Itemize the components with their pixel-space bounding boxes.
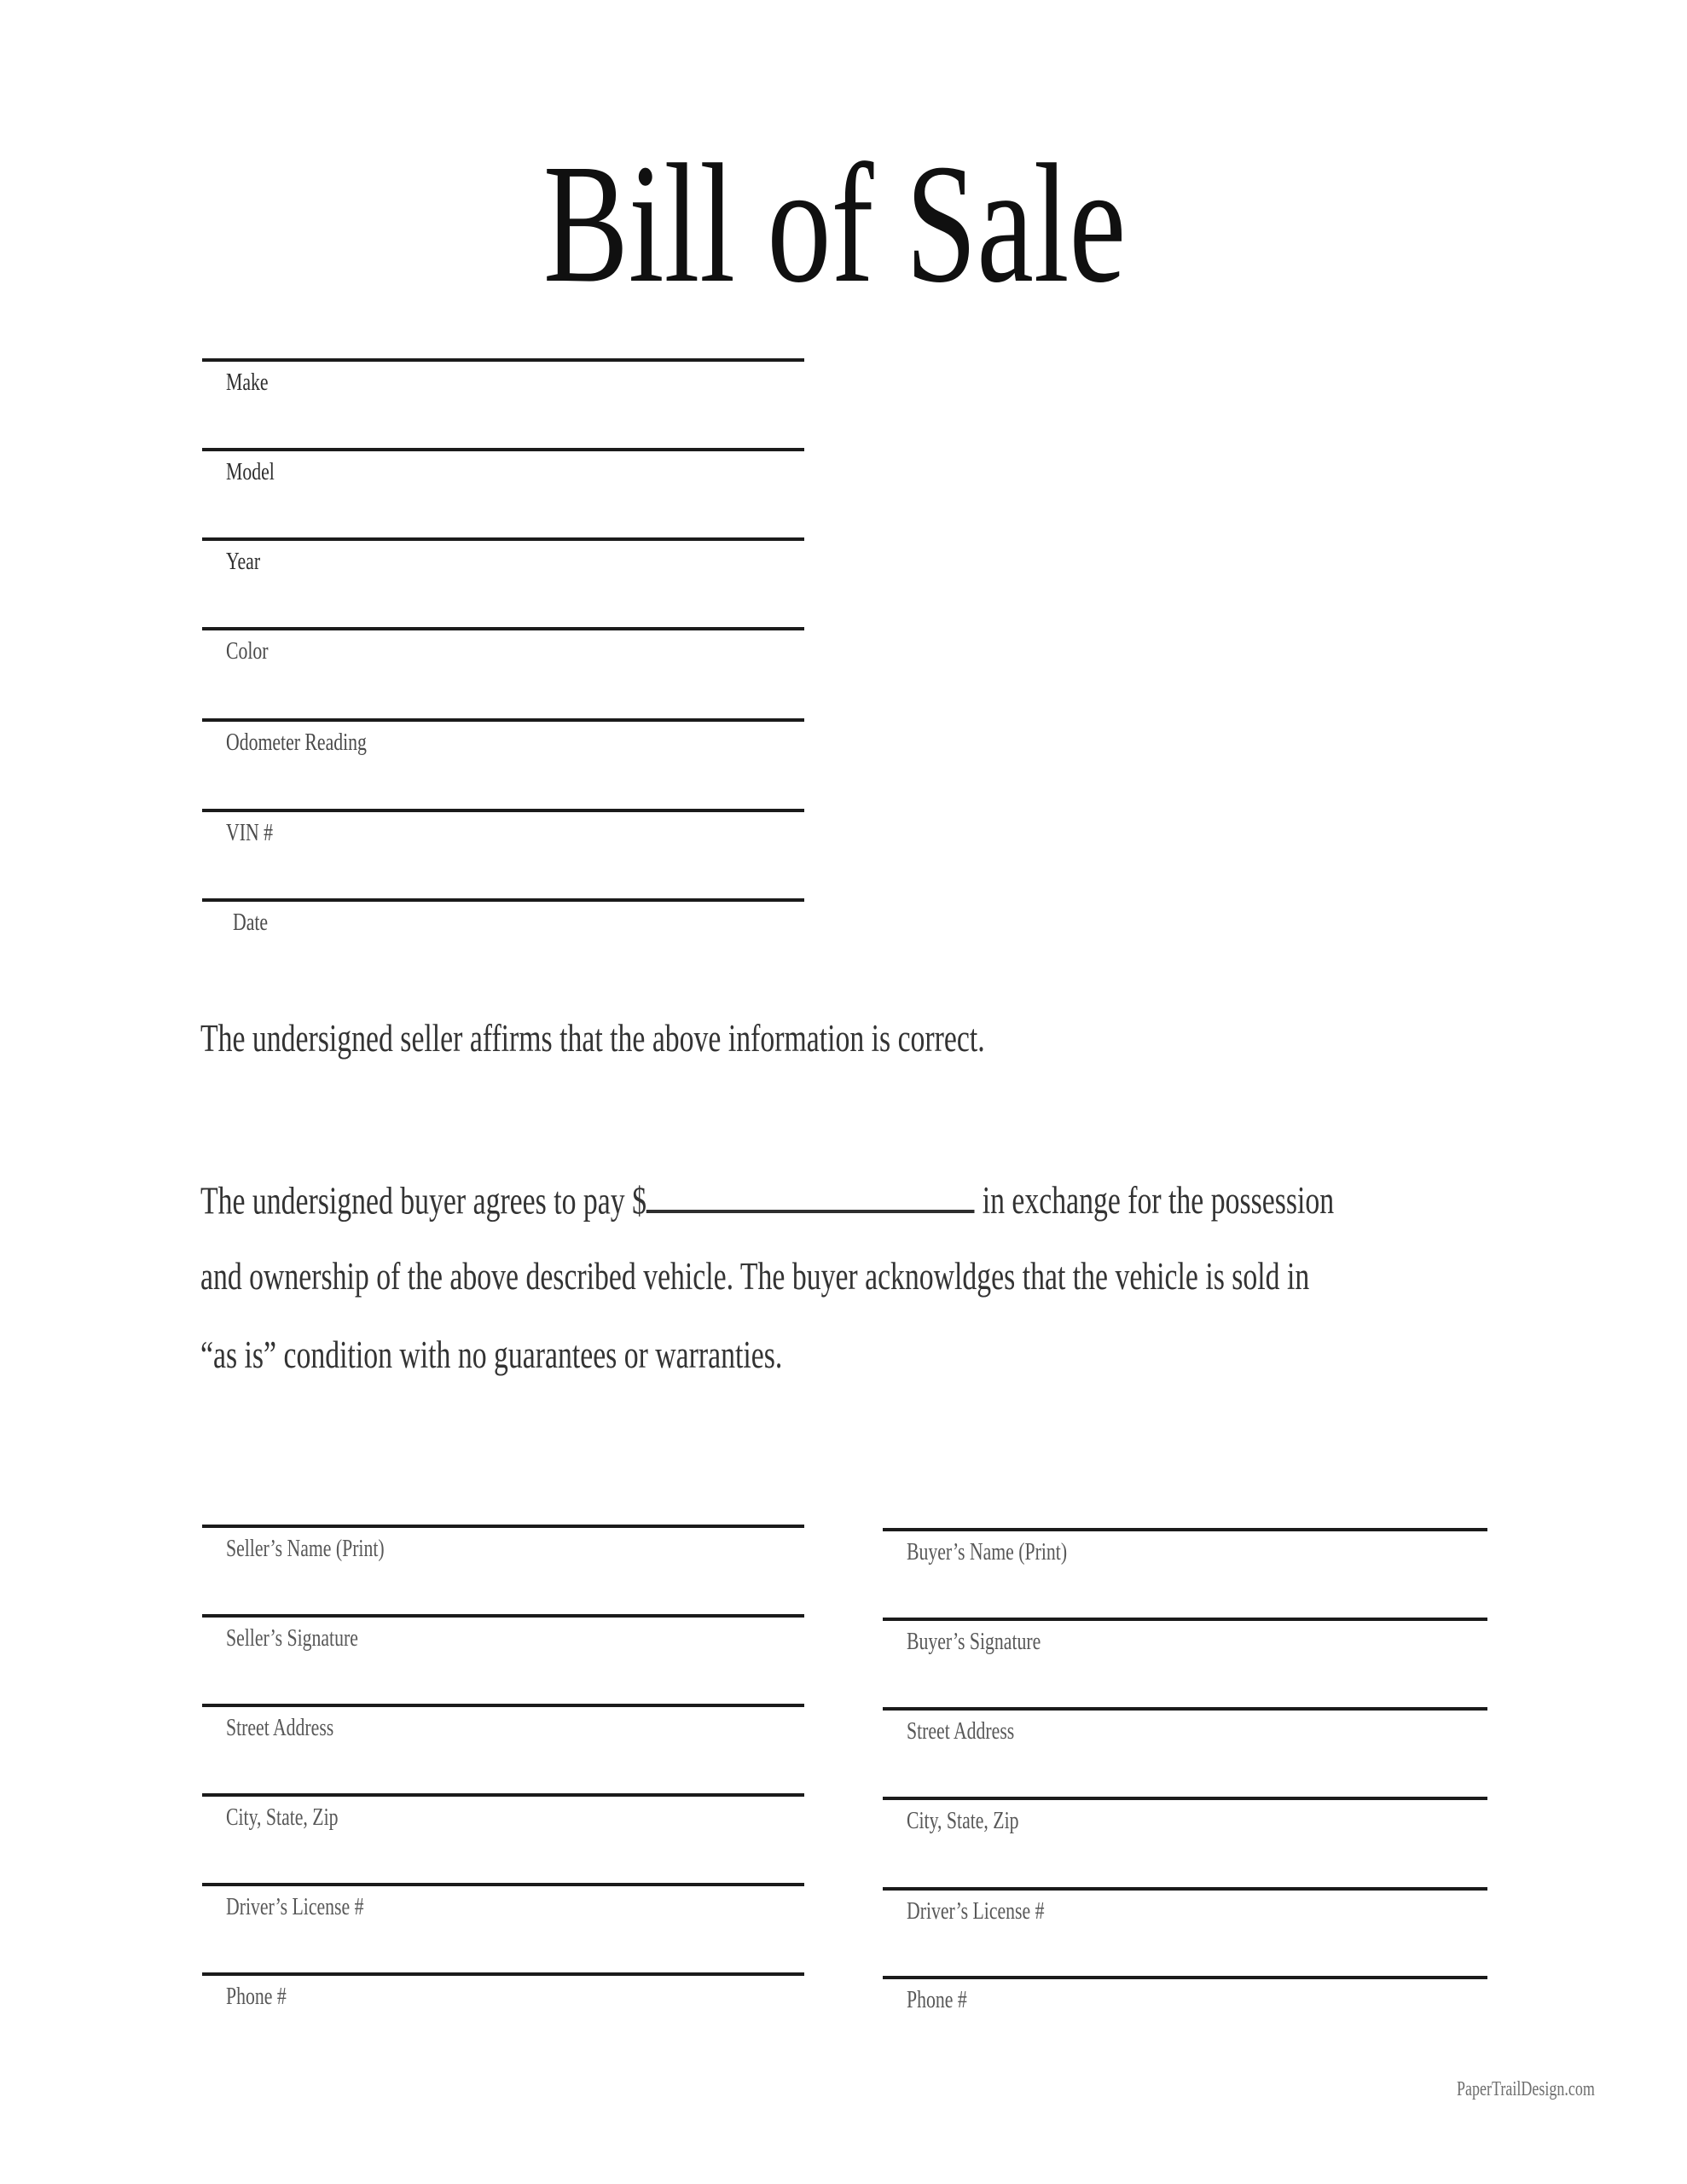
- field-model-row: [202, 448, 804, 487]
- field-make-label: Make: [226, 369, 269, 396]
- field-date-label: Date: [233, 909, 269, 936]
- buyer-agreement-line-2: and ownership of the above described vehicle. The buyer acknowldges that the vehicle is sold in: [200, 1255, 1310, 1298]
- field-date-row: [202, 898, 804, 938]
- seller-street-address-label: Street Address: [226, 1714, 334, 1741]
- field-year-label: Year: [226, 548, 261, 575]
- seller-phone-row: [202, 1972, 804, 2012]
- agreement-text-after-blank: in exchange for the possession: [982, 1179, 1335, 1223]
- seller-drivers-license-label: Driver’s License #: [226, 1893, 364, 1920]
- seller-street-address-row: [202, 1704, 804, 1743]
- buyer-street-address-label: Street Address: [907, 1717, 1015, 1745]
- buyer-agreement-line-3: “as is” condition with no guarantees or warranties.: [200, 1333, 783, 1376]
- seller-signature-label: Seller’s Signature: [226, 1624, 358, 1652]
- buyer-signature-row: [883, 1618, 1487, 1657]
- field-make-row: [202, 358, 804, 398]
- field-color-row: [202, 627, 804, 666]
- buyer-signature-label: Buyer’s Signature: [907, 1628, 1041, 1655]
- buyer-street-address-row: [883, 1707, 1487, 1746]
- buyer-drivers-license-label: Driver’s License #: [907, 1897, 1045, 1925]
- seller-affirmation-text: The undersigned seller affirms that the above information is correct.: [200, 1017, 985, 1060]
- buyer-agreement-line-1: [200, 1175, 1687, 1223]
- buyer-drivers-license-row: [883, 1887, 1487, 1926]
- seller-signature-row: [202, 1614, 804, 1653]
- buyer-phone-row: [883, 1976, 1487, 2015]
- field-vin-label: VIN #: [226, 819, 273, 846]
- seller-phone-label: Phone #: [226, 1983, 287, 2010]
- page-title-text: Bill of Sale: [543, 130, 1127, 318]
- buyer-name-label: Buyer’s Name (Print): [907, 1538, 1068, 1565]
- buyer-name-row: [883, 1528, 1487, 1567]
- field-color-label: Color: [226, 637, 269, 665]
- buyer-city-state-zip-row: [883, 1797, 1487, 1836]
- field-year-row: [202, 537, 804, 577]
- field-odometer-label: Odometer Reading: [226, 729, 367, 756]
- amount-blank-line: [646, 1175, 975, 1213]
- buyer-phone-label: Phone #: [907, 1986, 967, 2013]
- field-odometer-row: [202, 718, 804, 758]
- page-title: [0, 126, 1670, 322]
- field-model-label: Model: [226, 458, 275, 485]
- seller-city-state-zip-row: [202, 1793, 804, 1833]
- field-vin-row: [202, 809, 804, 848]
- seller-city-state-zip-label: City, State, Zip: [226, 1804, 339, 1831]
- seller-name-label: Seller’s Name (Print): [226, 1535, 385, 1562]
- buyer-city-state-zip-label: City, State, Zip: [907, 1807, 1019, 1834]
- seller-drivers-license-row: [202, 1883, 804, 1922]
- agreement-text-before-blank: The undersigned buyer agrees to pay $: [200, 1179, 646, 1223]
- footer-credit: PaperTrailDesign.com: [1457, 2078, 1595, 2100]
- seller-name-row: [202, 1525, 804, 1564]
